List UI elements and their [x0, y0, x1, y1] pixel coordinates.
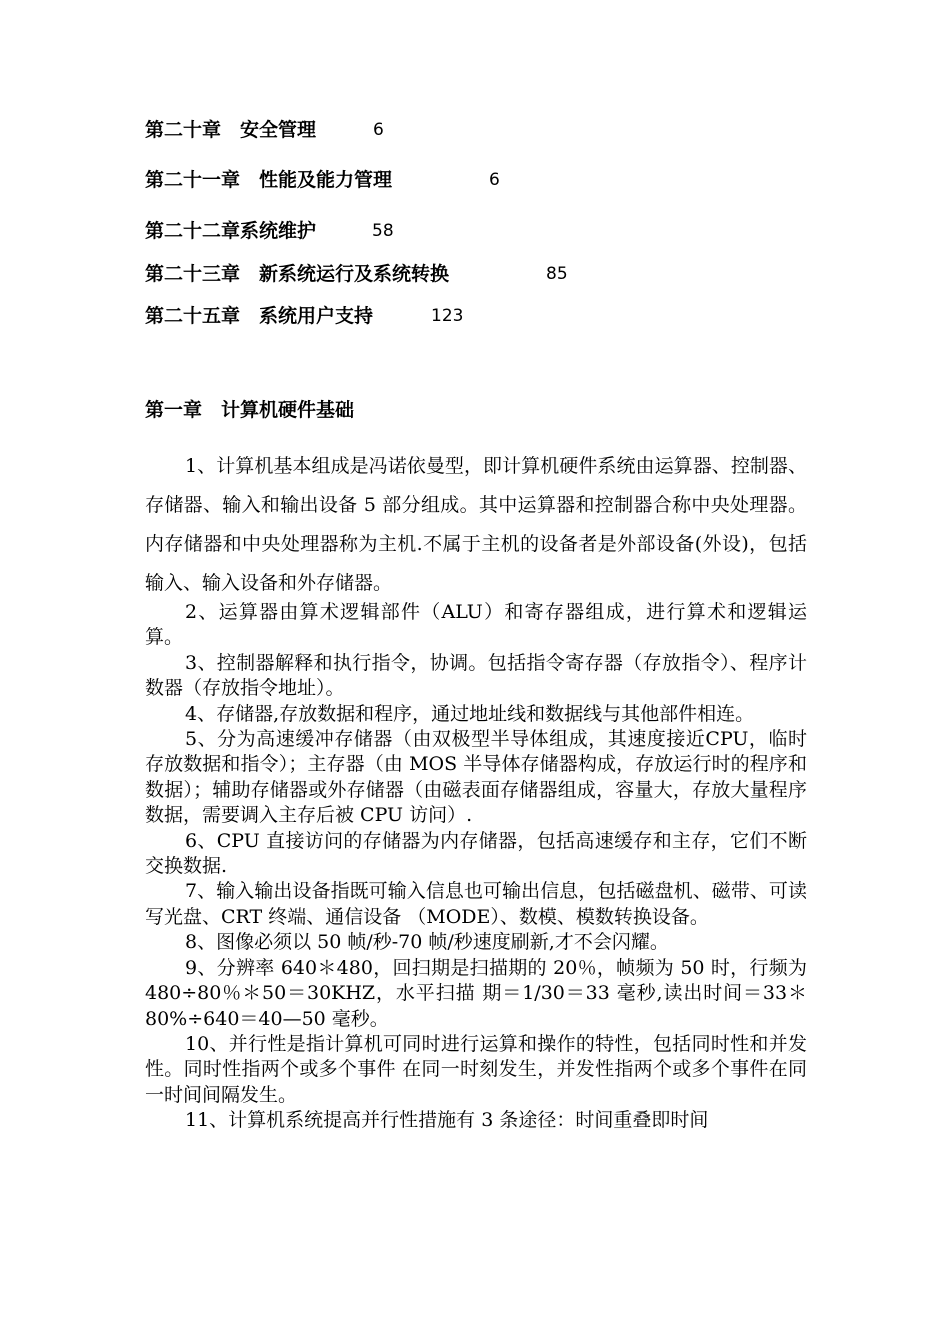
paragraph: 6、CPU 直接访问的存储器为内存储器，包括高速缓存和主存，它们不断交换数据.	[145, 829, 807, 878]
chapter-body	[145, 600, 807, 1134]
paragraph: 3、控制器解释和执行指令，协调。包括指令寄存器（存放指令）、程序计数器（存放指令地址）。	[145, 651, 807, 700]
paragraph: 11、计算机系统提高并行性措施有 3 条途径：时间重叠即时间	[185, 1109, 709, 1132]
toc-entry-title: 第二十一章 性能及能力管理	[145, 169, 393, 191]
paragraph: 9、分辨率 640＊480，回扫期是扫描期的 20％，帧频为 50 时，行频为 480÷80％＊50＝30KHZ，水平扫描 期＝1/30＝33 毫秒,读出时间＝33＊80%÷640＝40—50 毫秒。	[145, 956, 807, 1030]
toc-entry-title: 第二十五章 系统用户支持	[145, 305, 374, 327]
toc-entry	[145, 167, 500, 193]
paragraph: 7、输入输出设备指既可输入信息也可输出信息，包括磁盘机、磁带、可读写光盘、CRT 终端、通信设备 （MODE）、数模、模数转换设备。	[145, 880, 807, 928]
paragraph: 1、计算机基本组成是冯诺依曼型，即计算机硬件系统由运算器、控制器、存储器、输入和输出设备 5 部分组成。其中运算器和控制器合称中央处理器。内存储器和中央处理器称为主机.不属于主机的设备者是外部设备(外设)，包括输入、输入设备和外存储器。	[145, 455, 807, 594]
toc-entry-title: 第二十二章系统维护	[145, 220, 317, 242]
paragraph: 2、运算器由算术逻辑部件（ALU）和寄存器组成，进行算术和逻辑运算。	[145, 601, 807, 649]
toc-entry	[145, 218, 394, 244]
toc-entry-title: 第二十三章 新系统运行及系统转换	[145, 263, 450, 285]
paragraph: 10、并行性是指计算机可同时进行运算和操作的特性，包括同时性和并发性。同时性指两个或多个事件 在同一时刻发生，并发性指两个或多个事件在同一时间间隔发生。	[145, 1032, 807, 1106]
chapter-heading: 第一章 计算机硬件基础	[145, 399, 355, 421]
toc-entry	[145, 303, 464, 329]
toc-entry-page: 85	[546, 264, 568, 284]
paragraph: 8、图像必须以 50 帧/秒-70 帧/秒速度刷新,才不会闪耀。	[185, 931, 669, 954]
toc-entry-page: 6	[489, 170, 500, 190]
toc-entry-page: 6	[373, 120, 384, 140]
toc-entry-title: 第二十章 安全管理	[145, 119, 317, 141]
paragraph: 5、分为高速缓冲存储器（由双极型半导体组成，其速度接近CPU，临时存放数据和指令）；主存器（由 MOS 半导体存储器构成，存放运行时的程序和数据）；辅助存储器或外存储器（由磁表面存储器组成，容量大，存放大量程序数据，需要调入主存后被 CPU 访问）.	[145, 728, 807, 827]
paragraph: 4、存储器,存放数据和程序，通过地址线和数据线与其他部件相连。	[185, 702, 755, 725]
toc-entry-page: 123	[431, 306, 464, 326]
toc-entry-page: 58	[372, 221, 394, 241]
toc-entry	[145, 261, 568, 287]
toc-entry	[145, 117, 384, 143]
